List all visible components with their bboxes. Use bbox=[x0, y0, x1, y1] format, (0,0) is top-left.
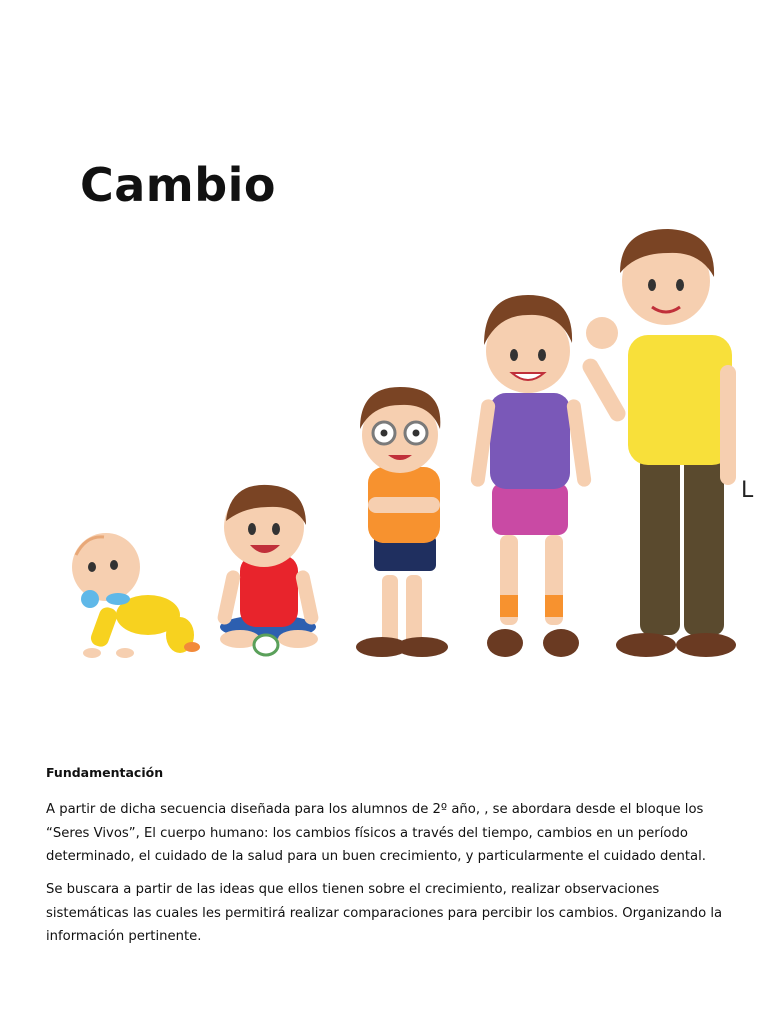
growth-stages-illustration bbox=[0, 215, 768, 675]
child-with-glasses-figure bbox=[356, 387, 448, 657]
stray-mark: L bbox=[741, 478, 754, 503]
body-paragraph: A partir de dicha secuencia diseñada para los alumnos de 2º año, , se abordara desde el bloque los “Seres Vivos”, El cuerpo humano: los cambios físicos a través del tiempo, cambios en un período determinado, el cuidado de la salud para un buen crecimiento, y particularmente el cuidado dental. bbox=[46, 802, 706, 864]
body-paragraph: Se buscara a partir de las ideas que ellos tienen sobre el crecimiento, realizar observaciones sistemáticas las cuales les permitirá realizar comparaciones para percibir los cambios. Organizando la información pertinente. bbox=[46, 882, 723, 944]
young-man-waving-figure bbox=[580, 229, 736, 657]
boy-standing-figure bbox=[470, 295, 592, 657]
baby-crawling-figure bbox=[72, 533, 200, 658]
document-title: Cambio bbox=[80, 158, 277, 212]
toddler-sitting-figure bbox=[216, 485, 319, 655]
section-heading: Fundamentación bbox=[46, 765, 164, 780]
